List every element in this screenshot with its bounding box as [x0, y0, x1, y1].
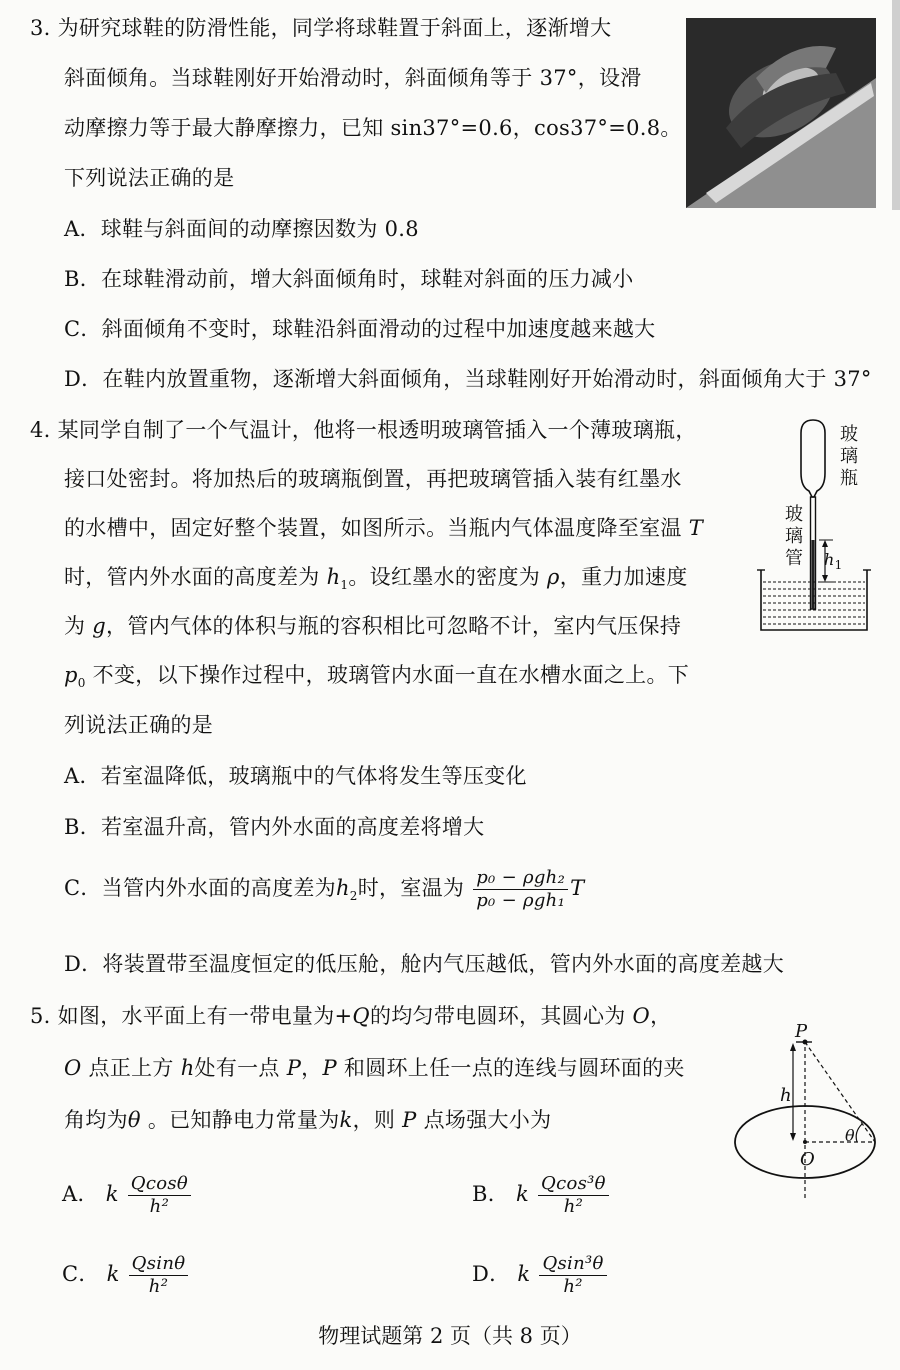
- q4-stem-line3: 的水槽中，固定好整个装置，如图所示。当瓶内气体温度降至室温 T: [64, 516, 703, 540]
- q3-stem-line1: 3. 为研究球鞋的防滑性能，同学将球鞋置于斜面上，逐渐增大: [30, 16, 612, 40]
- q4-option-c: C．当管内外水面的高度差为$h_2$时，室温为 $\frac{\text{p₀ − ρgh₂}}{\text{p₀ − ρgh₁}}$ T: [64, 867, 585, 911]
- q5-stem-line1: 5. 如图，水平面上有一带电量为+Q的均匀带电圆环，其圆心为 O，: [30, 1004, 672, 1028]
- height-h-label: h: [780, 1085, 792, 1106]
- q4-stem-line5: 为 g，管内气体的体积与瓶的容积相比可忽略不计，室内气压保持: [64, 614, 682, 638]
- tube-label: 玻璃管: [785, 504, 803, 569]
- q3-option-c: C．斜面倾角不变时，球鞋沿斜面滑动的过程中加速度越来越大: [64, 317, 656, 341]
- angle-theta-label: θ: [845, 1126, 855, 1145]
- q4-stem-line2: 接口处密封。将加热后的玻璃瓶倒置，再把玻璃管插入装有红墨水: [64, 467, 682, 491]
- q5-stem-line2: O 点正上方 h处有一点 P，P 和圆环上任一点的连线与圆环面的夹: [64, 1056, 685, 1080]
- thermometer-apparatus-diagram: [755, 415, 895, 635]
- shoe-on-incline-photo: [686, 18, 876, 208]
- q5-stem-line3: 角均为θ 。已知静电力常量为k，则 P 点场强大小为: [64, 1108, 552, 1132]
- h1-label: $h_1$: [824, 550, 843, 573]
- q3-stem-line2: 斜面倾角。当球鞋刚好开始滑动时，斜面倾角等于 37°，设滑: [64, 66, 642, 90]
- q5-option-b: B． k $\frac{\text{Qcos³θ}}{\text{h²}}$: [472, 1174, 611, 1217]
- q4-option-d: D．将装置带至温度恒定的低压舱，舱内气压越低，管内外水面的高度差越大: [64, 952, 785, 976]
- q3-stem-line3: 动摩擦力等于最大静摩擦力，已知 sin37°=0.6，cos37°=0.8。: [64, 116, 682, 140]
- q4-stem-line7: 列说法正确的是: [64, 713, 214, 737]
- q5-option-d: D． k $\frac{\text{Qsin³θ}}{\text{h²}}$: [472, 1254, 609, 1297]
- center-O-label: O: [800, 1149, 816, 1170]
- bottle-label: 玻璃瓶: [840, 424, 858, 489]
- q4-stem-line4: 时，管内外水面的高度差为 $h_1$。设红墨水的密度为 ρ，重力加速度: [64, 565, 688, 593]
- q3-stem-line4: 下列说法正确的是: [64, 166, 235, 190]
- q4-number: 4.: [30, 418, 51, 442]
- q3-option-a: A．球鞋与斜面间的动摩擦因数为 0.8: [64, 217, 419, 241]
- q4-option-a: A．若室温降低，玻璃瓶中的气体将发生等压变化: [64, 764, 527, 788]
- q4-option-c-fraction: $\frac{\text{p₀ − ρgh₂}}{\text{p₀ − ρgh₁}}$: [473, 868, 568, 911]
- point-P-label: P: [795, 1021, 808, 1042]
- charged-ring-diagram: [730, 1020, 890, 1205]
- q4-stem-line6: $p_0$ 不变，以下操作过程中，玻璃管内水面一直在水槽水面之上。下: [64, 663, 690, 691]
- q5-option-c: C． k $\frac{Qsin\theta}{\text{h²}}$: [62, 1254, 190, 1297]
- q5-number: 5.: [30, 1004, 51, 1028]
- q4-stem-line1: 4. 某同学自制了一个气温计，他将一根透明玻璃管插入一个薄玻璃瓶，: [30, 418, 697, 442]
- scrollbar[interactable]: [892, 0, 900, 210]
- q5-option-a: A． k $\frac{Qcos\theta}{\text{h²}}$: [62, 1174, 193, 1217]
- q3-option-d: D．在鞋内放置重物，逐渐增大斜面倾角，当球鞋刚好开始滑动时，斜面倾角大于 37°: [64, 367, 872, 391]
- q3-number: 3.: [30, 16, 51, 40]
- page-footer: 物理试题第 2 页（共 8 页）: [318, 1324, 582, 1348]
- q3-option-b: B．在球鞋滑动前，增大斜面倾角时，球鞋对斜面的压力减小: [64, 267, 634, 291]
- q4-option-b: B．若室温升高，管内外水面的高度差将增大: [64, 815, 485, 839]
